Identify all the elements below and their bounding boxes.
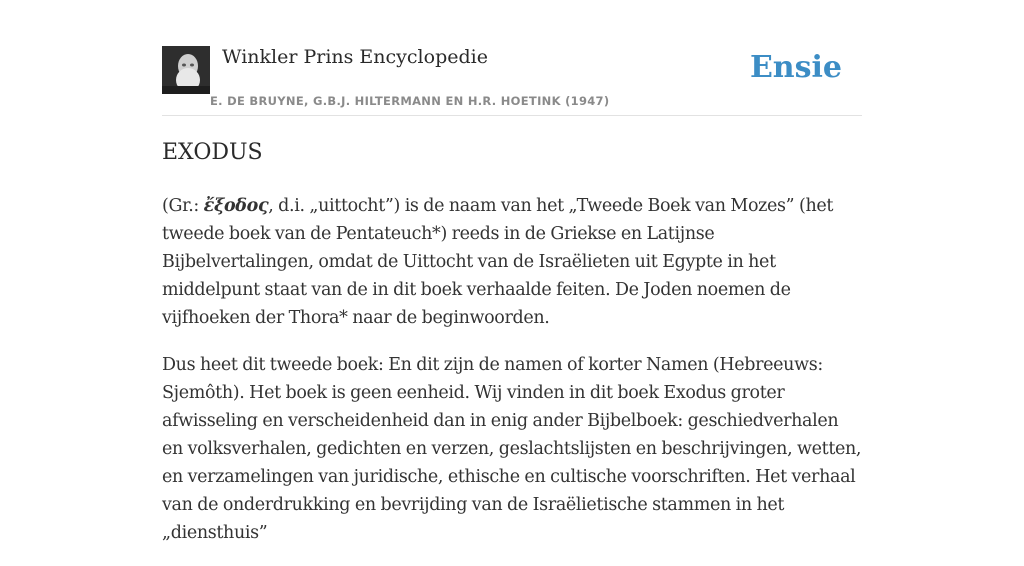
portrait-icon [162,46,210,94]
article-body [162,192,862,566]
greek-term: ἔξοδος [203,196,269,216]
article-title: EXODUS [162,140,263,165]
paragraph-1-text: , d.i. „uittocht”) is de naam van het „Tweede Boek van Mozes” (het tweede boek van de Pentateuch*) reeds in de Griekse en Latijnse Bijbelvertalingen, omdat de Uittocht van de Israëlieten uit Egypte in het middelpunt staat van de in dit boek verhaalde feiten. De Joden noemen de vijfhoeken der Thora* naar de beginwoorden. [162,196,834,328]
brand-logo[interactable]: Ensie [749,50,842,85]
source-authors: E. DE BRUYNE, G.B.J. HILTERMANN EN H.R. HOETINK (1947) [210,94,610,108]
paragraph-1-prefix: (Gr.: [162,196,204,216]
source-header [162,44,862,116]
source-title[interactable]: Winkler Prins Encyclopedie [222,46,488,68]
paragraph-2: Dus heet dit tweede boek: En dit zijn de namen of korter Namen (Hebreeuws: Sjemôth). Het boek is geen eenheid. Wij vinden in dit boek Exodus groter afwisseling en verscheidenheid dan in enig ander Bijbelboek: geschiedverhalen en volksverhalen, gedichten en verzen, geslachtslijsten en beschrijvingen, wetten, en verzamelingen van juridische, ethische en cultische voorschriften. Het verhaal van de onderdrukking en bevrijding van de Israëlietische stammen in het „diensthuis” [162,355,862,543]
author-avatar [162,46,210,94]
paragraph-1 [162,192,862,332]
